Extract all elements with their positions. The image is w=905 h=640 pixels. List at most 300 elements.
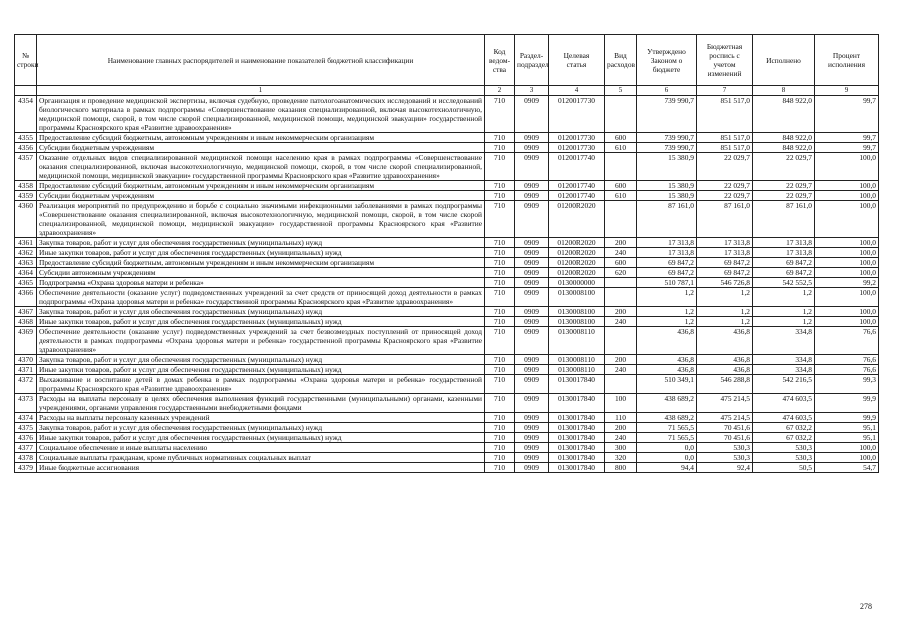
percent-cell: 99,2 (815, 278, 879, 288)
percent-cell: 76,6 (815, 355, 879, 365)
table-row (15, 96, 879, 133)
executed-cell: 69 847,2 (753, 258, 815, 268)
section-cell: 0909 (515, 191, 549, 201)
expense-type-cell (605, 327, 637, 355)
percent-cell: 99,7 (815, 96, 879, 133)
ministry-code-cell: 710 (485, 153, 515, 181)
column-number: 1 (37, 86, 485, 96)
row-number-cell: 4355 (15, 133, 37, 143)
percent-cell: 100,0 (815, 191, 879, 201)
table-row (15, 394, 879, 413)
approved-cell: 1,2 (637, 317, 697, 327)
approved-cell: 739 990,7 (637, 96, 697, 133)
approved-cell: 510 349,1 (637, 375, 697, 394)
column-number: 9 (815, 86, 879, 96)
ministry-code-cell: 710 (485, 365, 515, 375)
percent-cell: 99,7 (815, 143, 879, 153)
row-name-cell: Иные бюджетные ассигнования (37, 463, 485, 473)
approved-cell: 436,8 (637, 355, 697, 365)
percent-cell: 99,9 (815, 394, 879, 413)
executed-cell: 542 552,5 (753, 278, 815, 288)
row-name-cell: Оказание отдельных видов специализированной медицинской помощи населению края в рамках подпрограммы «Совершенствование оказания специализированной, включая высокотехнологичную, медицинской помощи, скорой, в том числе скорой специализированной, медицинской помощи, медицинской эвакуации» государственной программы Красноярского края «Развитие здравоохранения» (37, 153, 485, 181)
table-row (15, 288, 879, 307)
planned-cell: 546 288,8 (697, 375, 753, 394)
table-row (15, 181, 879, 191)
target-article-cell: 0130008100 (549, 317, 605, 327)
target-article-cell: 0130017840 (549, 463, 605, 473)
row-number-cell: 4376 (15, 433, 37, 443)
table-row (15, 307, 879, 317)
row-number-cell: 4378 (15, 453, 37, 463)
target-article-cell: 0120017740 (549, 181, 605, 191)
row-name-cell: Закупка товаров, работ и услуг для обеспечения государственных (муниципальных) нужд (37, 355, 485, 365)
planned-cell: 22 029,7 (697, 153, 753, 181)
approved-cell: 438 689,2 (637, 413, 697, 423)
table-row (15, 463, 879, 473)
percent-cell: 54,7 (815, 463, 879, 473)
ministry-code-cell: 710 (485, 355, 515, 365)
percent-cell: 100,0 (815, 238, 879, 248)
row-name-cell: Предоставление субсидий бюджетным, автономным учреждениям и иным некоммерческим организациям (37, 133, 485, 143)
planned-cell: 1,2 (697, 288, 753, 307)
table-row (15, 413, 879, 423)
planned-cell: 436,8 (697, 327, 753, 355)
expense-type-cell: 200 (605, 238, 637, 248)
column-number: 4 (549, 86, 605, 96)
planned-cell: 1,2 (697, 307, 753, 317)
table-row (15, 423, 879, 433)
planned-cell: 546 726,8 (697, 278, 753, 288)
section-cell: 0909 (515, 443, 549, 453)
executed-cell: 67 032,2 (753, 433, 815, 443)
executed-cell: 22 029,7 (753, 181, 815, 191)
section-cell: 0909 (515, 288, 549, 307)
section-cell: 0909 (515, 433, 549, 443)
row-number-cell: 4363 (15, 258, 37, 268)
executed-cell: 22 029,7 (753, 153, 815, 181)
percent-cell: 100,0 (815, 268, 879, 278)
ministry-code-cell: 710 (485, 181, 515, 191)
ministry-code-cell: 710 (485, 443, 515, 453)
row-name-cell: Субсидии автономным учреждениям (37, 268, 485, 278)
ministry-code-cell: 710 (485, 307, 515, 317)
table-row (15, 278, 879, 288)
row-number-cell: 4368 (15, 317, 37, 327)
target-article-cell: 0120017730 (549, 143, 605, 153)
header-ministry-code: Код ведом- ства (485, 35, 515, 86)
approved-cell: 87 161,0 (637, 201, 697, 238)
header-executed: Исполнено (753, 35, 815, 86)
row-number-cell: 4370 (15, 355, 37, 365)
planned-cell: 1,2 (697, 317, 753, 327)
ministry-code-cell: 710 (485, 463, 515, 473)
target-article-cell: 0130008110 (549, 355, 605, 365)
expense-type-cell: 100 (605, 394, 637, 413)
header-approved: Утверждено Законом о бюджете (637, 35, 697, 86)
expense-type-cell (605, 278, 637, 288)
header-percent: Процент исполнения (815, 35, 879, 86)
approved-cell: 510 787,1 (637, 278, 697, 288)
column-number (15, 86, 37, 96)
approved-cell: 15 380,9 (637, 191, 697, 201)
row-number-cell: 4354 (15, 96, 37, 133)
percent-cell: 99,7 (815, 133, 879, 143)
ministry-code-cell: 710 (485, 423, 515, 433)
planned-cell: 22 029,7 (697, 181, 753, 191)
row-name-cell: Расходы на выплаты персоналу казенных учреждений (37, 413, 485, 423)
table-row (15, 443, 879, 453)
row-name-cell: Подпрограмма «Охрана здоровья матери и ребенка» (37, 278, 485, 288)
table-row (15, 365, 879, 375)
section-cell: 0909 (515, 317, 549, 327)
target-article-cell: 01200R2020 (549, 201, 605, 238)
ministry-code-cell: 710 (485, 96, 515, 133)
percent-cell: 100,0 (815, 307, 879, 317)
expense-type-cell: 600 (605, 133, 637, 143)
ministry-code-cell: 710 (485, 258, 515, 268)
row-number-cell: 4357 (15, 153, 37, 181)
row-number-cell: 4361 (15, 238, 37, 248)
executed-cell: 334,8 (753, 355, 815, 365)
executed-cell: 848 922,0 (753, 96, 815, 133)
ministry-code-cell: 710 (485, 278, 515, 288)
row-name-cell: Реализация мероприятий по предупреждению и борьбе с социально значимыми инфекционными заболеваниями в рамках подпрограммы «Совершенствование оказания специализированной, включая высокотехнологичную, медицинской помощи, скорой, в том числе скорой специализированной, медицинской помощи, медицинской эвакуации» государственной программы Красноярского края «Развитие здравоохранения» (37, 201, 485, 238)
percent-cell: 100,0 (815, 201, 879, 238)
planned-cell: 530,3 (697, 453, 753, 463)
row-name-cell: Предоставление субсидий бюджетным, автономным учреждениям и иным некоммерческим организациям (37, 258, 485, 268)
planned-cell: 530,3 (697, 443, 753, 453)
ministry-code-cell: 710 (485, 413, 515, 423)
expense-type-cell (605, 288, 637, 307)
row-number-cell: 4356 (15, 143, 37, 153)
executed-cell: 17 313,8 (753, 248, 815, 258)
percent-cell: 76,6 (815, 327, 879, 355)
approved-cell: 94,4 (637, 463, 697, 473)
ministry-code-cell: 710 (485, 375, 515, 394)
row-number-cell: 4374 (15, 413, 37, 423)
row-number-cell: 4369 (15, 327, 37, 355)
expense-type-cell: 610 (605, 191, 637, 201)
expense-type-cell: 320 (605, 453, 637, 463)
column-number: 8 (753, 86, 815, 96)
expense-type-cell: 240 (605, 433, 637, 443)
section-cell: 0909 (515, 307, 549, 317)
target-article-cell: 0130017840 (549, 433, 605, 443)
row-number-cell: 4359 (15, 191, 37, 201)
executed-cell: 50,5 (753, 463, 815, 473)
planned-cell: 851 517,0 (697, 133, 753, 143)
section-cell: 0909 (515, 181, 549, 191)
expense-type-cell: 240 (605, 317, 637, 327)
target-article-cell: 01200R2020 (549, 258, 605, 268)
target-article-cell: 0130008110 (549, 327, 605, 355)
section-cell: 0909 (515, 413, 549, 423)
executed-cell: 67 032,2 (753, 423, 815, 433)
expense-type-cell: 240 (605, 365, 637, 375)
approved-cell: 71 565,5 (637, 433, 697, 443)
row-name-cell: Организация и проведение медицинской экспертизы, включая судебную, проведение патологоанатомических исследований и исследований биологического материала в рамках подпрограммы «Совершенствование оказания специализированной, включая высокотехнологичную, медицинской помощи, скорой, в том числе скорой специализированной, медицинской помощи, медицинской эвакуации» государственной программы Красноярского края «Развитие здравоохранения» (37, 96, 485, 133)
target-article-cell: 0130017840 (549, 413, 605, 423)
percent-cell: 100,0 (815, 443, 879, 453)
target-article-cell: 01200R2020 (549, 268, 605, 278)
expense-type-cell: 620 (605, 268, 637, 278)
target-article-cell: 0120017740 (549, 191, 605, 201)
approved-cell: 436,8 (637, 327, 697, 355)
section-cell: 0909 (515, 96, 549, 133)
ministry-code-cell: 710 (485, 327, 515, 355)
executed-cell: 474 603,5 (753, 394, 815, 413)
executed-cell: 87 161,0 (753, 201, 815, 238)
row-number-cell: 4366 (15, 288, 37, 307)
target-article-cell: 0130008110 (549, 365, 605, 375)
table-row (15, 143, 879, 153)
target-article-cell: 0130017840 (549, 453, 605, 463)
column-number: 5 (605, 86, 637, 96)
planned-cell: 17 313,8 (697, 238, 753, 248)
section-cell: 0909 (515, 453, 549, 463)
target-article-cell: 01200R2020 (549, 238, 605, 248)
header-row-number: № строки (15, 35, 37, 86)
section-cell: 0909 (515, 327, 549, 355)
column-number: 7 (697, 86, 753, 96)
ministry-code-cell: 710 (485, 394, 515, 413)
ministry-code-cell: 710 (485, 317, 515, 327)
table-row (15, 327, 879, 355)
row-name-cell: Иные закупки товаров, работ и услуг для обеспечения государственных (муниципальных) нужд (37, 433, 485, 443)
table-row (15, 317, 879, 327)
table-row (15, 268, 879, 278)
row-name-cell: Субсидии бюджетным учреждениям (37, 191, 485, 201)
header-expense-type: Вид расходов (605, 35, 637, 86)
executed-cell: 530,3 (753, 453, 815, 463)
planned-cell: 17 313,8 (697, 248, 753, 258)
target-article-cell: 0130008100 (549, 288, 605, 307)
percent-cell: 100,0 (815, 258, 879, 268)
planned-cell: 70 451,6 (697, 433, 753, 443)
row-number-cell: 4360 (15, 201, 37, 238)
expense-type-cell: 200 (605, 307, 637, 317)
table-row (15, 153, 879, 181)
section-cell: 0909 (515, 365, 549, 375)
table-row (15, 375, 879, 394)
percent-cell: 99,3 (815, 375, 879, 394)
target-article-cell: 0120017730 (549, 96, 605, 133)
header-section: Раздел- подраздел (515, 35, 549, 86)
executed-cell: 848 922,0 (753, 133, 815, 143)
target-article-cell: 0130017840 (549, 394, 605, 413)
row-name-cell: Иные закупки товаров, работ и услуг для обеспечения государственных (муниципальных) нужд (37, 365, 485, 375)
expense-type-cell: 240 (605, 248, 637, 258)
row-name-cell: Социальное обеспечение и иные выплаты населению (37, 443, 485, 453)
planned-cell: 436,8 (697, 355, 753, 365)
table-row (15, 248, 879, 258)
row-name-cell: Выхаживание и воспитание детей в домах ребенка в рамках подпрограммы «Охрана здоровья матери и ребенка» государственной программы Красноярского края «Развитие здравоохранения» (37, 375, 485, 394)
ministry-code-cell: 710 (485, 133, 515, 143)
table-body (15, 96, 879, 473)
expense-type-cell: 610 (605, 143, 637, 153)
section-cell: 0909 (515, 268, 549, 278)
section-cell: 0909 (515, 201, 549, 238)
target-article-cell: 0130008100 (549, 307, 605, 317)
budget-table (14, 34, 879, 473)
expense-type-cell: 200 (605, 355, 637, 365)
planned-cell: 851 517,0 (697, 143, 753, 153)
executed-cell: 22 029,7 (753, 191, 815, 201)
row-number-cell: 4364 (15, 268, 37, 278)
ministry-code-cell: 710 (485, 238, 515, 248)
planned-cell: 436,8 (697, 365, 753, 375)
executed-cell: 1,2 (753, 307, 815, 317)
header-target-article: Целевая статья (549, 35, 605, 86)
approved-cell: 69 847,2 (637, 268, 697, 278)
percent-cell: 95,1 (815, 423, 879, 433)
row-number-cell: 4362 (15, 248, 37, 258)
planned-cell: 851 517,0 (697, 96, 753, 133)
row-name-cell: Закупка товаров, работ и услуг для обеспечения государственных (муниципальных) нужд (37, 238, 485, 248)
expense-type-cell: 600 (605, 181, 637, 191)
expense-type-cell: 300 (605, 443, 637, 453)
section-cell: 0909 (515, 375, 549, 394)
section-cell: 0909 (515, 143, 549, 153)
executed-cell: 848 922,0 (753, 143, 815, 153)
approved-cell: 71 565,5 (637, 423, 697, 433)
planned-cell: 70 451,6 (697, 423, 753, 433)
row-name-cell: Закупка товаров, работ и услуг для обеспечения государственных (муниципальных) нужд (37, 307, 485, 317)
ministry-code-cell: 710 (485, 201, 515, 238)
approved-cell: 436,8 (637, 365, 697, 375)
expense-type-cell: 200 (605, 423, 637, 433)
percent-cell: 100,0 (815, 288, 879, 307)
percent-cell: 76,6 (815, 365, 879, 375)
approved-cell: 438 689,2 (637, 394, 697, 413)
expense-type-cell (605, 96, 637, 133)
row-number-cell: 4372 (15, 375, 37, 394)
executed-cell: 474 603,5 (753, 413, 815, 423)
row-number-cell: 4371 (15, 365, 37, 375)
section-cell: 0909 (515, 355, 549, 365)
approved-cell: 17 313,8 (637, 248, 697, 258)
approved-cell: 739 990,7 (637, 133, 697, 143)
ministry-code-cell: 710 (485, 433, 515, 443)
row-number-cell: 4367 (15, 307, 37, 317)
percent-cell: 100,0 (815, 181, 879, 191)
ministry-code-cell: 710 (485, 248, 515, 258)
section-cell: 0909 (515, 238, 549, 248)
section-cell: 0909 (515, 248, 549, 258)
ministry-code-cell: 710 (485, 191, 515, 201)
executed-cell: 1,2 (753, 317, 815, 327)
table-row (15, 238, 879, 248)
row-name-cell: Социальные выплаты гражданам, кроме публичных нормативных социальных выплат (37, 453, 485, 463)
row-name-cell: Расходы на выплаты персоналу в целях обеспечения выполнения функций государственными (муниципальными) органами, казенными учреждениями, органами управления государственными внебюджетными фондами (37, 394, 485, 413)
row-number-cell: 4375 (15, 423, 37, 433)
header-planned: Бюджетная роспись с учетом изменений (697, 35, 753, 86)
table-row (15, 201, 879, 238)
planned-cell: 69 847,2 (697, 258, 753, 268)
section-cell: 0909 (515, 133, 549, 143)
approved-cell: 15 380,9 (637, 181, 697, 191)
percent-cell: 100,0 (815, 153, 879, 181)
planned-cell: 475 214,5 (697, 394, 753, 413)
row-number-cell: 4377 (15, 443, 37, 453)
approved-cell: 1,2 (637, 288, 697, 307)
approved-cell: 15 380,9 (637, 153, 697, 181)
executed-cell: 530,3 (753, 443, 815, 453)
row-name-cell: Обеспечение деятельности (оказание услуг) подведомственных учреждений за счет средств от приносящей доход деятельности в рамках подпрограммы «Охрана здоровья матери и ребенка» государственной программы Красноярского края «Развитие здравоохранения» (37, 288, 485, 307)
target-article-cell: 0120017740 (549, 153, 605, 181)
executed-cell: 1,2 (753, 288, 815, 307)
expense-type-cell (605, 375, 637, 394)
table-row (15, 133, 879, 143)
planned-cell: 87 161,0 (697, 201, 753, 238)
column-number-row (15, 86, 879, 96)
row-name-cell: Закупка товаров, работ и услуг для обеспечения государственных (муниципальных) нужд (37, 423, 485, 433)
executed-cell: 334,8 (753, 365, 815, 375)
target-article-cell: 0130000000 (549, 278, 605, 288)
row-name-cell: Иные закупки товаров, работ и услуг для обеспечения государственных (муниципальных) нужд (37, 248, 485, 258)
row-name-cell: Предоставление субсидий бюджетным, автономным учреждениям и иным некоммерческим организациям (37, 181, 485, 191)
column-number: 3 (515, 86, 549, 96)
section-cell: 0909 (515, 153, 549, 181)
page-number: 278 (860, 602, 872, 611)
planned-cell: 475 214,5 (697, 413, 753, 423)
percent-cell: 100,0 (815, 248, 879, 258)
approved-cell: 17 313,8 (637, 238, 697, 248)
row-name-cell: Обеспечение деятельности (оказание услуг) подведомственных учреждений за счет безвозмездных поступлений от приносящей доход деятельности в рамках подпрограммы «Охрана здоровья матери и ребенка» государственной программы Красноярского края «Развитие здравоохранения» (37, 327, 485, 355)
row-number-cell: 4379 (15, 463, 37, 473)
table-row (15, 453, 879, 463)
executed-cell: 69 847,2 (753, 268, 815, 278)
header-row (15, 35, 879, 86)
target-article-cell: 0130017840 (549, 423, 605, 433)
planned-cell: 92,4 (697, 463, 753, 473)
column-number: 6 (637, 86, 697, 96)
expense-type-cell (605, 201, 637, 238)
column-number: 2 (485, 86, 515, 96)
ministry-code-cell: 710 (485, 453, 515, 463)
target-article-cell: 0120017730 (549, 133, 605, 143)
ministry-code-cell: 710 (485, 288, 515, 307)
target-article-cell: 0130017840 (549, 443, 605, 453)
row-name-cell: Субсидии бюджетным учреждениям (37, 143, 485, 153)
section-cell: 0909 (515, 463, 549, 473)
row-number-cell: 4365 (15, 278, 37, 288)
target-article-cell: 0130017840 (549, 375, 605, 394)
expense-type-cell: 600 (605, 258, 637, 268)
executed-cell: 17 313,8 (753, 238, 815, 248)
ministry-code-cell: 710 (485, 268, 515, 278)
row-number-cell: 4373 (15, 394, 37, 413)
table-row (15, 433, 879, 443)
percent-cell: 100,0 (815, 453, 879, 463)
section-cell: 0909 (515, 394, 549, 413)
approved-cell: 0,0 (637, 453, 697, 463)
percent-cell: 99,9 (815, 413, 879, 423)
percent-cell: 95,1 (815, 433, 879, 443)
executed-cell: 334,8 (753, 327, 815, 355)
executed-cell: 542 216,5 (753, 375, 815, 394)
approved-cell: 0,0 (637, 443, 697, 453)
header-name: Наименование главных распорядителей и наименование показателей бюджетной классификации (37, 35, 485, 86)
table-row (15, 191, 879, 201)
section-cell: 0909 (515, 258, 549, 268)
approved-cell: 1,2 (637, 307, 697, 317)
expense-type-cell (605, 153, 637, 181)
row-number-cell: 4358 (15, 181, 37, 191)
expense-type-cell: 800 (605, 463, 637, 473)
section-cell: 0909 (515, 423, 549, 433)
planned-cell: 69 847,2 (697, 268, 753, 278)
